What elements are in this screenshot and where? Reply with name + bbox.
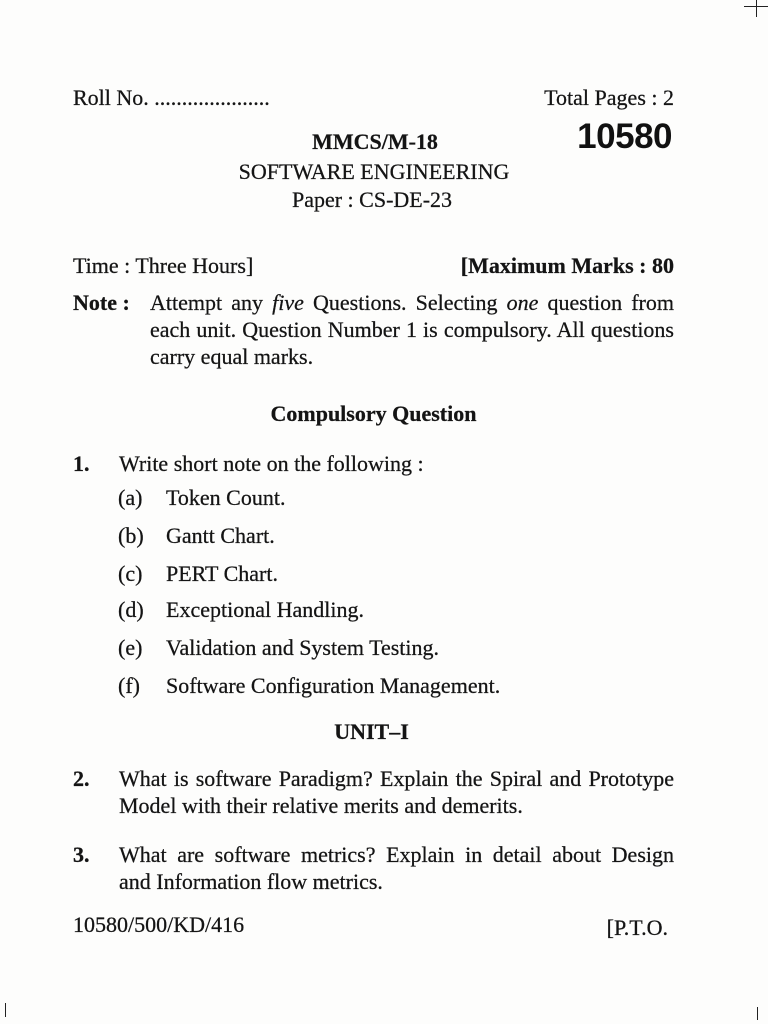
note-text: Questions. Selecting	[303, 290, 507, 315]
question-text-line: Model with their relative merits and demerits.	[119, 793, 523, 818]
sub-question-label: (c)	[118, 561, 143, 586]
paper-number: 10580	[577, 117, 672, 156]
section-heading-compulsory: Compulsory Question	[270, 401, 477, 426]
question-number: 1.	[73, 451, 90, 476]
question-text: Write short note on the following :	[119, 451, 424, 476]
sub-question-label: (d)	[118, 597, 144, 622]
note-label: Note :	[73, 290, 130, 315]
note-emphasis: five	[272, 290, 304, 315]
maximum-marks: [Maximum Marks : 80	[460, 253, 674, 278]
subject-title: SOFTWARE ENGINEERING	[238, 159, 510, 184]
sub-question-label: (a)	[118, 485, 143, 510]
note-emphasis: one	[506, 290, 539, 315]
sub-question-text: Exceptional Handling.	[166, 597, 364, 622]
crop-mark-top-right-vertical	[756, 0, 757, 17]
paper-code: Paper : CS-DE-23	[291, 187, 453, 212]
question-text-line: and Information flow metrics.	[119, 869, 383, 894]
sub-question-text: Gantt Chart.	[166, 523, 275, 548]
sub-question-text: PERT Chart.	[166, 561, 278, 586]
section-heading-unit-1: UNIT–I	[334, 719, 409, 744]
total-pages: Total Pages : 2	[544, 85, 674, 110]
sub-question-label: (f)	[118, 673, 140, 698]
exam-code: MMCS/M-18	[312, 129, 438, 154]
note-line-2: each unit. Question Number 1 is compulsory. All questions	[150, 317, 674, 342]
question-number: 3.	[73, 842, 90, 867]
sub-question-label: (b)	[118, 523, 144, 548]
note-text: Attempt any	[150, 290, 273, 315]
time-allowed: Time : Three Hours]	[73, 253, 254, 278]
question-text-line: What is software Paradigm? Explain the Spiral and Prototype	[119, 766, 674, 791]
question-text-line: What are software metrics? Explain in detail about Design	[119, 842, 674, 867]
roll-number-field: Roll No. .....................	[73, 85, 270, 110]
note-line-3: carry equal marks.	[150, 344, 314, 369]
crop-mark-bottom-left	[5, 1003, 6, 1017]
crop-mark-bottom-right	[757, 1007, 758, 1020]
sub-question-text: Token Count.	[166, 485, 286, 510]
question-number: 2.	[73, 766, 90, 791]
sub-question-label: (e)	[118, 635, 143, 660]
footer-code: 10580/500/KD/416	[73, 912, 245, 937]
sub-question-text: Validation and System Testing.	[166, 635, 440, 660]
note-line-1	[150, 290, 674, 316]
note-text: question from	[538, 290, 674, 315]
sub-question-text: Software Configuration Management.	[166, 673, 501, 698]
please-turn-over: [P.T.O.	[606, 915, 668, 940]
